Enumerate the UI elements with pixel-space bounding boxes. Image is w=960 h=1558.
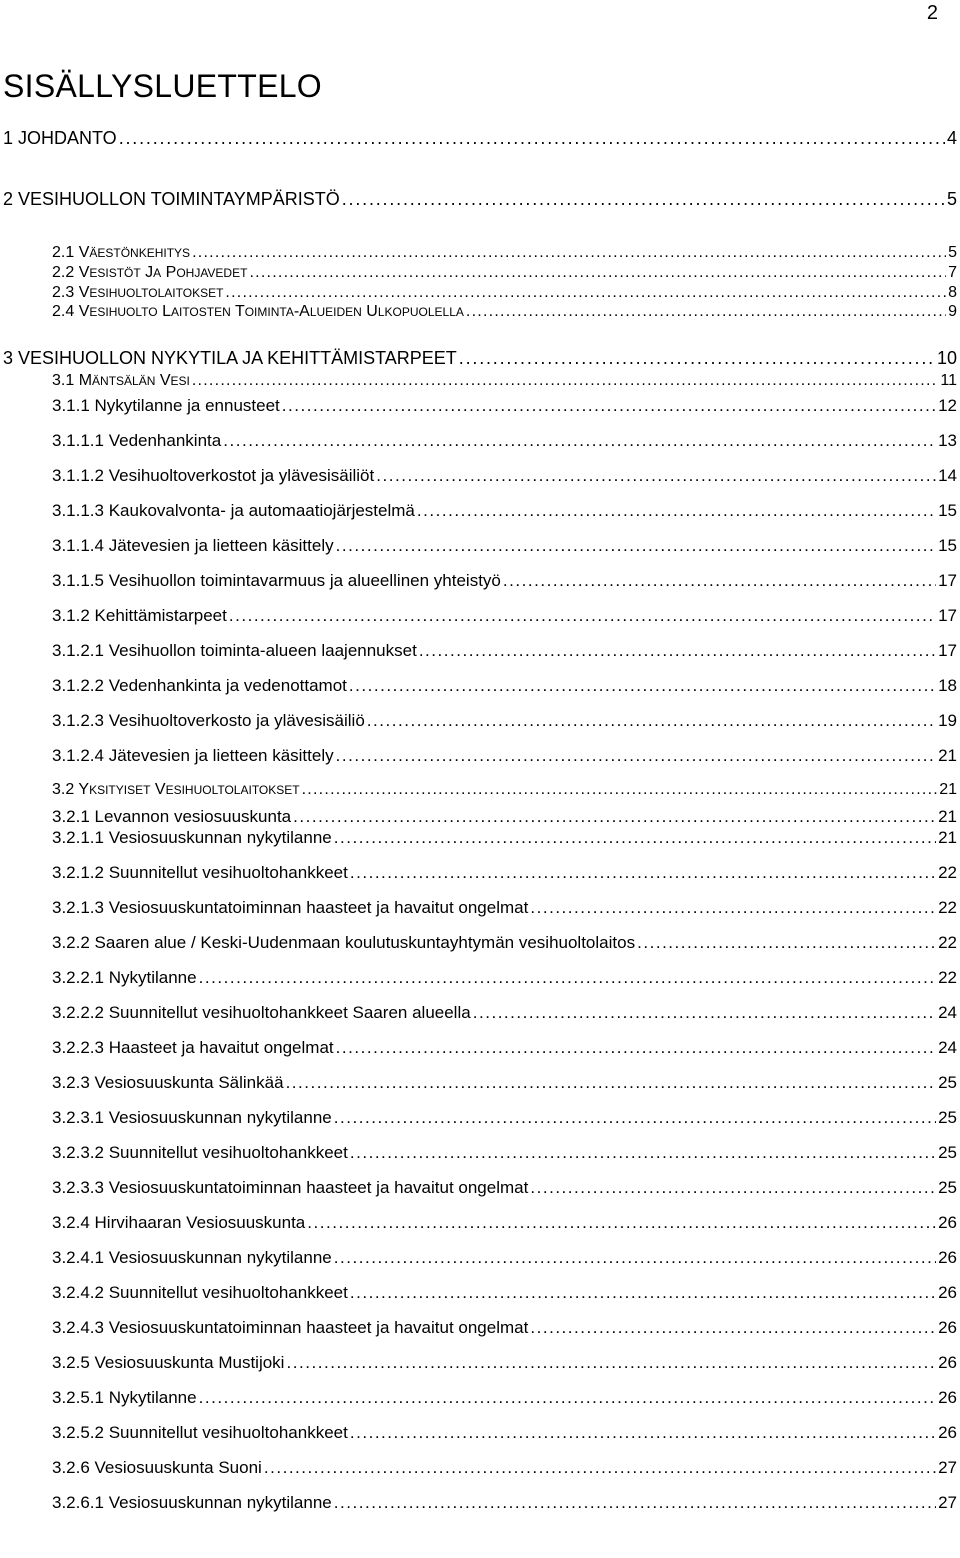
toc-entry-page: 25 <box>938 1178 957 1197</box>
toc-entry[interactable] <box>52 1038 957 1060</box>
toc-leader-dots <box>350 1283 936 1303</box>
toc-entry[interactable] <box>52 1003 957 1025</box>
toc-entry[interactable] <box>52 968 957 990</box>
toc-entry-page: 26 <box>938 1423 957 1442</box>
toc-title: SISÄLLYSLUETTELO <box>3 68 323 104</box>
toc-entry-page: 10 <box>936 348 957 368</box>
toc-entry-page: 26 <box>938 1388 957 1407</box>
toc-leader-dots <box>349 676 936 696</box>
toc-entry-label: 3.1.2.1 Vesihuollon toiminta-alueen laajennukset <box>52 641 417 660</box>
toc-leader-dots <box>119 128 945 149</box>
toc-entry-page: 26 <box>938 1318 957 1337</box>
toc-entry-page: 9 <box>948 303 957 320</box>
toc-entry-label: 3.2.2.2 Suunnitellut vesihuoltohankkeet Saaren alueella <box>52 1003 471 1022</box>
toc-entry-page: 12 <box>938 396 957 415</box>
toc-entry[interactable] <box>52 676 957 698</box>
toc-entry[interactable] <box>3 348 957 370</box>
toc-entry-label: 3.1.2.4 Jätevesien ja lietteen käsittely <box>52 746 334 765</box>
toc-entry[interactable] <box>3 189 957 211</box>
toc-leader-dots <box>530 898 936 918</box>
toc-leader-dots <box>342 189 945 210</box>
toc-entry[interactable] <box>52 1353 957 1375</box>
toc-entry-page: 26 <box>938 1283 957 1302</box>
toc-leader-dots <box>223 431 936 451</box>
toc-entry[interactable] <box>52 264 957 286</box>
toc-entry-page: 22 <box>938 968 957 987</box>
toc-leader-dots <box>473 1003 936 1023</box>
toc-leader-dots <box>336 536 936 556</box>
toc-entry[interactable] <box>52 536 957 558</box>
toc-entry[interactable] <box>52 711 957 733</box>
toc-entry-page: 17 <box>938 641 957 660</box>
toc-entry-label: 3.2.3 Vesiosuuskunta Sälinkää <box>52 1073 284 1092</box>
toc-entry-page: 24 <box>938 1038 957 1057</box>
toc-entry-label: 3.2.5 Vesiosuuskunta Mustijoki <box>52 1353 285 1372</box>
toc-entry[interactable] <box>52 303 957 325</box>
toc-entry-label: 3.1.2 Kehittämistarpeet <box>52 606 227 625</box>
toc-entry-page: 25 <box>938 1073 957 1092</box>
toc-entry-page: 17 <box>938 571 957 590</box>
toc-entry[interactable] <box>52 1108 957 1130</box>
toc-leader-dots <box>249 264 946 282</box>
toc-leader-dots <box>199 1388 936 1408</box>
toc-entry[interactable] <box>52 807 957 829</box>
toc-entry-label: 3.1.1.2 Vesihuoltoverkostot ja ylävesisäiliöt <box>52 466 375 485</box>
toc-entry-page: 17 <box>938 606 957 625</box>
toc-entry-page: 11 <box>940 372 957 389</box>
toc-leader-dots <box>350 1423 936 1443</box>
toc-entry-label: 3.1.2.2 Vedenhankinta ja vedenottamot <box>52 676 347 695</box>
toc-entry[interactable] <box>52 933 957 955</box>
toc-entry-label: 3.1 MÄNTSÄLÄN VESI <box>52 372 190 389</box>
toc-leader-dots <box>334 1493 936 1513</box>
toc-entry-page: 21 <box>938 807 957 826</box>
toc-leader-dots <box>225 284 946 302</box>
toc-entry-page: 26 <box>938 1353 957 1372</box>
toc-leader-dots <box>334 1108 936 1128</box>
toc-leader-dots <box>286 1353 936 1373</box>
toc-entry-page: 21 <box>938 828 957 847</box>
toc-entry[interactable] <box>52 431 957 453</box>
toc-entry-label: 2.4 VESIHUOLTO LAITOSTEN TOIMINTA-ALUEIDEN ULKOPUOLELLA <box>52 303 464 320</box>
toc-leader-dots <box>293 807 936 827</box>
toc-entry[interactable] <box>52 828 957 850</box>
toc-entry[interactable] <box>52 1143 957 1165</box>
toc-entry-label: 3.2.3.2 Suunnitellut vesihuoltohankkeet <box>52 1143 348 1162</box>
toc-entry-label: 3.2.2 Saaren alue / Keski-Uudenmaan koulutuskuntayhtymän vesihuoltolaitos <box>52 933 636 952</box>
toc-entry-label: 3.1.1.1 Vedenhankinta <box>52 431 222 450</box>
toc-entry-label: 1 JOHDANTO <box>3 128 117 148</box>
toc-entry-page: 26 <box>938 1248 957 1267</box>
toc-entry-page: 8 <box>948 284 957 301</box>
toc-entry-page: 25 <box>938 1108 957 1127</box>
toc-entry[interactable] <box>52 1178 957 1200</box>
toc-entry[interactable] <box>52 863 957 885</box>
toc-entry[interactable] <box>3 128 957 150</box>
toc-leader-dots <box>307 1213 936 1233</box>
toc-entry-page: 22 <box>938 863 957 882</box>
toc-entry[interactable] <box>52 1423 957 1445</box>
toc-entry-label: 3 VESIHUOLLON NYKYTILA JA KEHITTÄMISTARPEET <box>3 348 457 368</box>
toc-entry-label: 2 VESIHUOLLON TOIMINTAYMPÄRISTÖ <box>3 189 340 209</box>
toc-leader-dots <box>350 863 936 883</box>
toc-entry-page: 22 <box>938 898 957 917</box>
toc-leader-dots <box>459 348 935 369</box>
toc-leader-dots <box>282 396 936 416</box>
toc-leader-dots <box>336 746 936 766</box>
toc-entry-label: 3.1.1 Nykytilanne ja ennusteet <box>52 396 280 415</box>
toc-entry-page: 25 <box>938 1143 957 1162</box>
page-number: 2 <box>926 2 938 24</box>
toc-leader-dots <box>302 781 938 799</box>
toc-leader-dots <box>367 711 936 731</box>
toc-entry[interactable] <box>52 1073 957 1095</box>
toc-leader-dots <box>376 466 936 486</box>
toc-entry-label: 3.2.4.2 Suunnitellut vesihuoltohankkeet <box>52 1283 348 1302</box>
toc-entry-page: 26 <box>938 1213 957 1232</box>
toc-entry[interactable] <box>52 396 957 418</box>
toc-leader-dots <box>466 303 946 321</box>
toc-entry-page: 22 <box>938 933 957 952</box>
toc-entry[interactable] <box>52 1283 957 1305</box>
toc-entry[interactable] <box>52 746 957 768</box>
toc-entry-label: 2.3 VESIHUOLTOLAITOKSET <box>52 284 224 301</box>
toc-entry[interactable] <box>52 1248 957 1270</box>
toc-entry-page: 14 <box>938 466 957 485</box>
toc-entry-page: 21 <box>938 746 957 765</box>
toc-entry-page: 5 <box>948 244 957 261</box>
toc-entry-label: 3.2.4.3 Vesiosuuskuntatoiminnan haasteet ja havaitut ongelmat <box>52 1318 529 1337</box>
toc-leader-dots <box>350 1143 936 1163</box>
toc-entry-label: 2.2 VESISTÖT JA POHJAVEDET <box>52 264 248 281</box>
toc-leader-dots <box>419 641 936 661</box>
toc-leader-dots <box>637 933 936 953</box>
toc-entry-page: 15 <box>938 501 957 520</box>
toc-entry[interactable] <box>52 466 957 488</box>
toc-entry-page: 27 <box>938 1493 957 1512</box>
toc-entry-page: 5 <box>946 189 957 209</box>
toc-leader-dots <box>503 571 936 591</box>
toc-entry-page: 27 <box>938 1458 957 1477</box>
toc-entry[interactable] <box>52 641 957 663</box>
toc-leader-dots <box>286 1073 937 1093</box>
toc-entry-label: 3.1.1.4 Jätevesien ja lietteen käsittely <box>52 536 334 555</box>
toc-leader-dots <box>192 244 946 262</box>
toc-leader-dots <box>229 606 936 626</box>
toc-leader-dots <box>199 968 936 988</box>
toc-entry-label: 3.2.3.3 Vesiosuuskuntatoiminnan haasteet ja havaitut ongelmat <box>52 1178 529 1197</box>
toc-leader-dots <box>417 501 936 521</box>
toc-entry[interactable] <box>52 501 957 523</box>
toc-entry-label: 3.2.6.1 Vesiosuuskunnan nykytilanne <box>52 1493 332 1512</box>
toc-leader-dots <box>264 1458 936 1478</box>
toc-leader-dots <box>336 1038 936 1058</box>
toc-entry-label: 3.2.5.2 Suunnitellut vesihuoltohankkeet <box>52 1423 348 1442</box>
toc-entry[interactable] <box>52 1493 957 1515</box>
toc-entry[interactable] <box>52 244 957 266</box>
toc-entry[interactable] <box>52 898 957 920</box>
toc-entry-label: 3.2.1 Levannon vesiosuuskunta <box>52 807 292 826</box>
toc-entry-label: 3.1.1.5 Vesihuollon toimintavarmuus ja alueellinen yhteistyö <box>52 571 501 590</box>
toc-entry-page: 15 <box>938 536 957 555</box>
toc-leader-dots <box>530 1318 936 1338</box>
toc-leader-dots <box>334 828 936 848</box>
toc-entry-label: 3.1.2.3 Vesihuoltoverkosto ja ylävesisäiliö <box>52 711 365 730</box>
toc-entry-page: 4 <box>946 128 957 148</box>
toc-leader-dots <box>334 1248 936 1268</box>
toc-entry-label: 3.2.1.1 Vesiosuuskunnan nykytilanne <box>52 828 332 847</box>
toc-entry-label: 3.2.6 Vesiosuuskunta Suoni <box>52 1458 262 1477</box>
toc-entry-label: 3.1.1.3 Kaukovalvonta- ja automaatiojärjestelmä <box>52 501 415 520</box>
toc-entry-page: 19 <box>938 711 957 730</box>
toc-leader-dots <box>530 1178 936 1198</box>
toc-entry-page: 13 <box>938 431 957 450</box>
toc-entry-page: 7 <box>948 264 957 281</box>
toc-entry-page: 18 <box>938 676 957 695</box>
toc-entry-label: 3.2.1.3 Vesiosuuskuntatoiminnan haasteet ja havaitut ongelmat <box>52 898 529 917</box>
toc-entry[interactable] <box>52 571 957 593</box>
toc-entry-label: 3.2.2.1 Nykytilanne <box>52 968 197 987</box>
toc-entry-label: 2.1 VÄESTÖNKEHITYS <box>52 244 191 261</box>
toc-entry[interactable] <box>52 372 957 394</box>
toc-entry-label: 3.2 YKSITYISET VESIHUOLTOLAITOKSET <box>52 781 300 798</box>
toc-entry[interactable] <box>52 781 957 803</box>
toc-entry[interactable] <box>52 1318 957 1340</box>
toc-entry[interactable] <box>52 606 957 628</box>
toc-entry-label: 3.2.3.1 Vesiosuuskunnan nykytilanne <box>52 1108 332 1127</box>
toc-entry-page: 24 <box>938 1003 957 1022</box>
toc-entry[interactable] <box>52 1458 957 1480</box>
toc-entry-label: 3.2.4 Hirvihaaran Vesiosuuskunta <box>52 1213 306 1232</box>
toc-leader-dots <box>192 372 939 390</box>
toc-entry[interactable] <box>52 1213 957 1235</box>
toc-entry-label: 3.2.1.2 Suunnitellut vesihuoltohankkeet <box>52 863 348 882</box>
toc-entry-label: 3.2.4.1 Vesiosuuskunnan nykytilanne <box>52 1248 332 1267</box>
toc-entry-label: 3.2.5.1 Nykytilanne <box>52 1388 197 1407</box>
toc-entry[interactable] <box>52 1388 957 1410</box>
toc-entry-label: 3.2.2.3 Haasteet ja havaitut ongelmat <box>52 1038 334 1057</box>
toc-entry-page: 21 <box>939 781 957 798</box>
